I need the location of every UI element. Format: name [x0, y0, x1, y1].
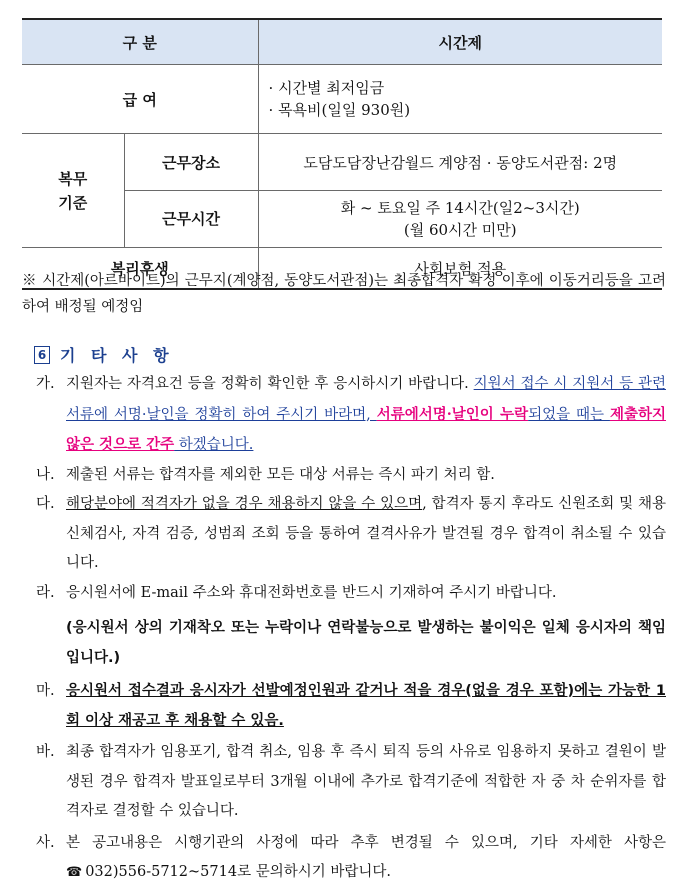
employment-conditions-table	[22, 18, 662, 290]
table-row-workplace	[22, 134, 662, 191]
pay-item: · 목욕비(일일 930원)	[268, 101, 411, 119]
list-item-ra: 라. 응시원서에 E-mail 주소와 휴대전화번호를 반드시 기재하여 주시기 바랍니다. (응시원서 상의 기재착오 또는 누락이나 연락불능으로 발생하는 불이익은 일체 응시자의 책임입니다.)	[36, 579, 666, 674]
item-marker: 가.	[36, 376, 55, 392]
table-row-pay	[22, 65, 662, 134]
list-item-sa: 사. 본 공고내용은 시행기관의 사정에 따라 추후 변경될 수 있으며, 기타 자세한 사항은 ☎ 032)556-5712~5714로 문의하시기 바랍니다.	[36, 829, 666, 888]
header-part-time: 시간제	[258, 19, 662, 65]
service-label: 복무 기준	[22, 134, 124, 248]
list-item-ga: 가. 지원자는 자격요건 등을 정확히 확인한 후 응시하시기 바랍니다. 지원서 접수 시 지원서 등 관련 서류에 서명·날인을 정확히 하여 주시기 바라며, 서류에서명·날인이 누락되었을 때는 제출하지 않은 것으로 간주 하겠습니다.	[36, 370, 666, 461]
list-item-na: 나. 제출된 서류는 합격자를 제외한 모든 대상 서류는 즉시 파기 처리 함.	[36, 461, 666, 491]
list-item-ma: 마. 응시원서 접수결과 응시자가 선발예정인원과 같거나 적을 경우(없을 경우 포함)에는 가능한 1회 이상 재공고 후 채용할 수 있음.	[36, 677, 666, 736]
item-marker: 다.	[36, 496, 55, 512]
header-category: 구 분	[22, 19, 258, 65]
section-title: 기 타 사 항	[60, 346, 174, 365]
pay-value	[258, 65, 662, 134]
item-marker: 나.	[36, 466, 55, 483]
workplace-value: 도담도담장난감월드 계양점 · 동양도서관점: 2명	[258, 134, 662, 191]
section-heading	[34, 343, 174, 366]
workplace-label: 근무장소	[124, 134, 258, 191]
welfare-value: 사회보험 적용	[258, 248, 662, 290]
phone-icon: ☎	[66, 865, 83, 880]
list-item-ba: 바. 최종 합격자가 임용포기, 합격 취소, 임용 후 즉시 퇴직 등의 사유로 임용하지 못하고 결원이 발생된 경우 합격자 발표일로부터 3개월 이내에 추가로 합격기준에 적합한 자 중 차 순위자를 합격자로 결정할 수 있습니다.	[36, 738, 666, 827]
placement-note: ※ 시간제(아르바이트)의 근무지(계양점, 동양도서관점)는 최종합격자 확정 이후에 이동거리등을 고려하여 배정될 예정임	[22, 273, 666, 315]
item-marker: 마.	[36, 683, 55, 699]
responsibility-notice: (응시원서 상의 기재착오 또는 누락이나 연락불능으로 발생하는 불이익은 일체 응시자의 책임입니다.)	[66, 620, 666, 666]
list-item-da: 다. 해당분야에 적격자가 없을 경우 채용하지 않을 수 있으며, 합격자 통지 후라도 신원조회 및 채용신체검사, 자격 검증, 성범죄 조회 등을 통하여 결격사유가 발견될 경우 합격이 취소될 수 있습니다.	[36, 490, 666, 579]
phone-number: 032)556-5712~5714	[85, 864, 238, 880]
hours-label: 근무시간	[124, 191, 258, 248]
misc-items-list	[36, 370, 666, 888]
pay-label: 급 여	[22, 65, 258, 134]
pay-item: · 시간별 최저임금	[268, 79, 385, 97]
table-header-row	[22, 19, 662, 65]
hours-value: 화 ~ 토요일 주 14시간(일2~3시간) (월 60시간 미만)	[258, 191, 662, 248]
item-marker: 라.	[36, 584, 55, 601]
item-marker: 사.	[36, 834, 55, 851]
item-marker: 바.	[36, 744, 55, 760]
section-number: 6	[34, 346, 50, 364]
welfare-label: 복리후생	[22, 248, 258, 290]
